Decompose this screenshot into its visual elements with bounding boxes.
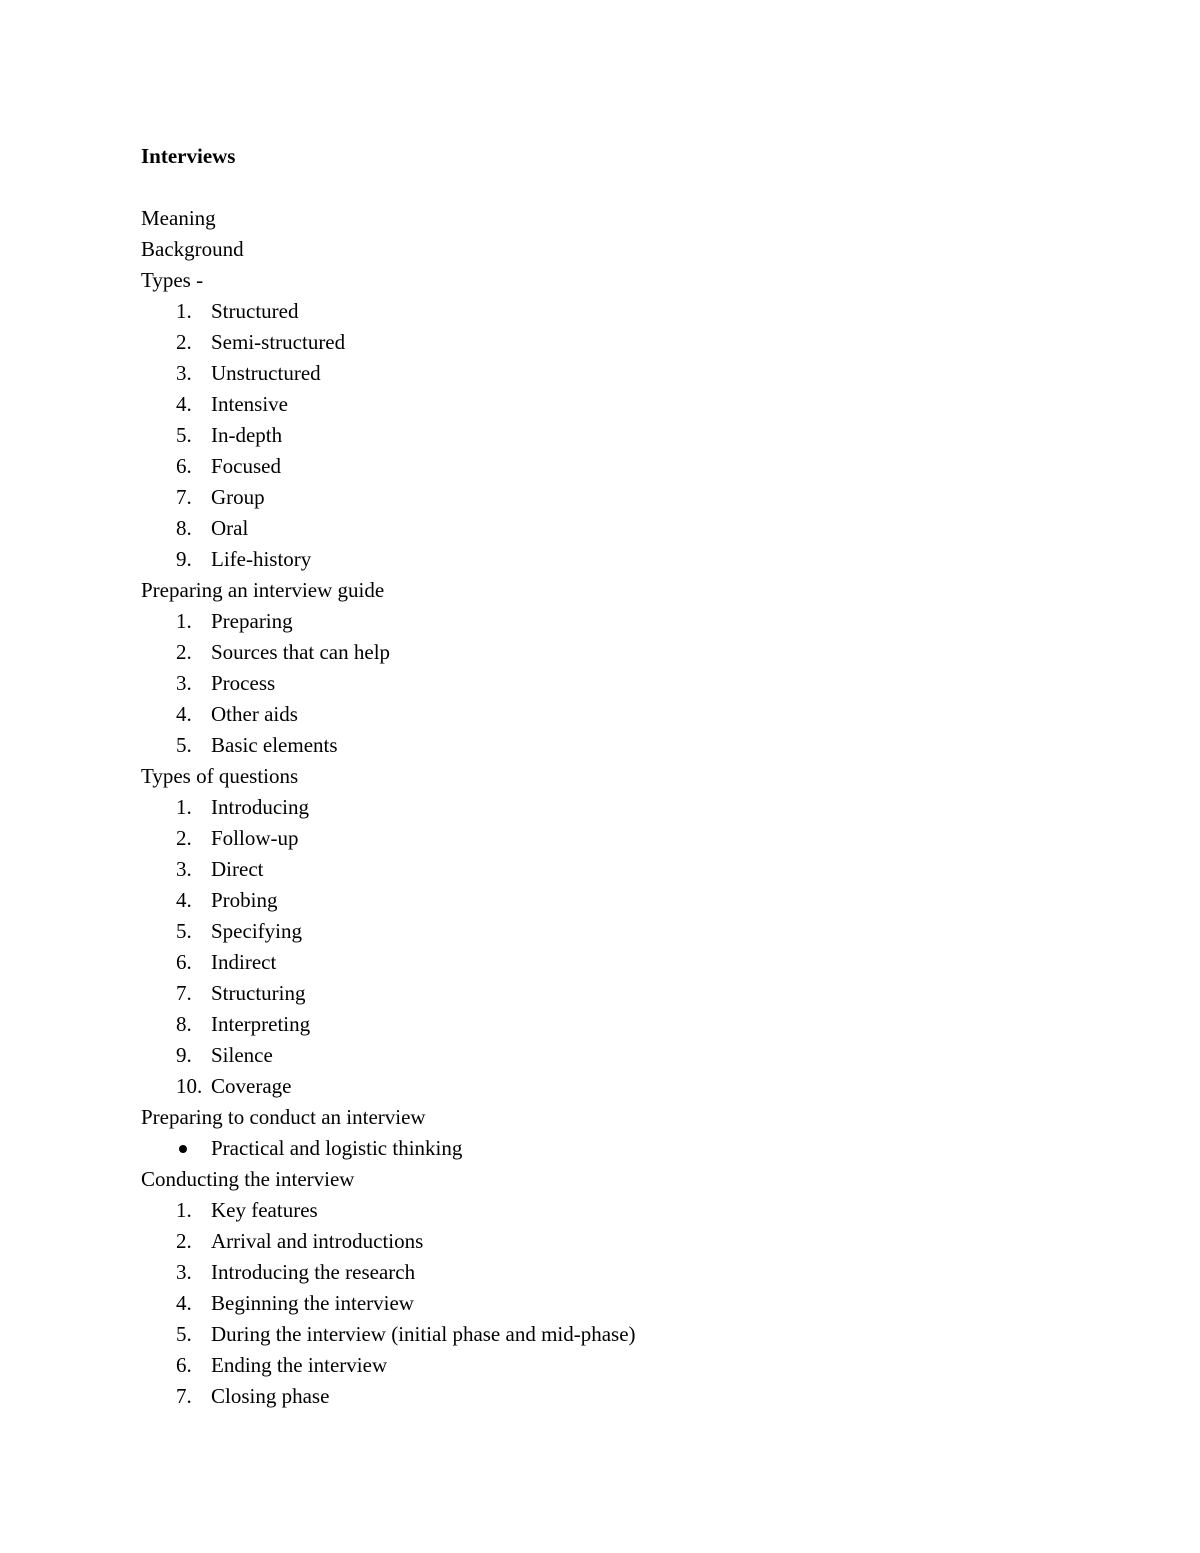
list-number: 8. [176, 1012, 192, 1036]
list-item [141, 699, 1061, 730]
list-number: 4. [176, 1291, 192, 1315]
list-item [141, 637, 1061, 668]
list-number: 5. [176, 1322, 192, 1346]
document-content [141, 141, 1061, 1412]
list-number: 1. [176, 795, 192, 819]
list-item-text: Practical and logistic thinking [211, 1136, 463, 1160]
list-item [141, 730, 1061, 761]
list-number: 3. [176, 857, 192, 881]
list-number: 4. [176, 392, 192, 416]
list-item-text: Probing [211, 888, 278, 912]
list-item [141, 1195, 1061, 1226]
list-item-text: Group [211, 485, 265, 509]
list-item-text: Specifying [211, 919, 302, 943]
list-item [141, 1319, 1061, 1350]
list-item [141, 1226, 1061, 1257]
section-heading: Preparing an interview guide [141, 578, 385, 602]
list-item-text: Arrival and introductions [211, 1229, 424, 1253]
list-item [141, 1133, 1061, 1164]
list-number: 3. [176, 671, 192, 695]
list-number: 1. [176, 609, 192, 633]
list-item-text: Intensive [211, 392, 288, 416]
list-item [141, 451, 1061, 482]
bullet-icon [179, 1145, 187, 1153]
list-item-text: In-depth [211, 423, 283, 447]
list-item-text: Beginning the interview [211, 1291, 414, 1315]
list-item-text: Life-history [211, 547, 312, 571]
list-item [141, 1350, 1061, 1381]
section-heading: Conducting the interview [141, 1167, 355, 1191]
list-item [141, 1381, 1061, 1412]
list-number: 5. [176, 733, 192, 757]
list-item [141, 823, 1061, 854]
list-item-text: Structured [211, 299, 299, 323]
list-number: 4. [176, 888, 192, 912]
list-number: 2. [176, 640, 192, 664]
list-item [141, 668, 1061, 699]
list-number: 6. [176, 1353, 192, 1377]
list-item-text: Focused [211, 454, 281, 478]
list-item-text: Ending the interview [211, 1353, 388, 1377]
section-heading: Types - [141, 268, 204, 292]
list-item-text: Follow-up [211, 826, 299, 850]
list-number: 1. [176, 1198, 192, 1222]
list-number: 2. [176, 330, 192, 354]
section-heading: Preparing to conduct an interview [141, 1105, 426, 1129]
section [141, 761, 1061, 1102]
list-number: 3. [176, 361, 192, 385]
list-item-text: Preparing [211, 609, 293, 633]
spacer [141, 172, 1061, 203]
list-number: 5. [176, 423, 192, 447]
list-item-text: Introducing [211, 795, 309, 819]
list-item [141, 606, 1061, 637]
list-item-text: Other aids [211, 702, 298, 726]
section [141, 1164, 1061, 1412]
list-item [141, 296, 1061, 327]
list-item [141, 1040, 1061, 1071]
list-number: 5. [176, 919, 192, 943]
list-number: 7. [176, 981, 192, 1005]
list-item-text: Oral [211, 516, 249, 540]
list-item [141, 389, 1061, 420]
list-item [141, 885, 1061, 916]
list-number: 10. [176, 1074, 203, 1098]
list-item-text: Introducing the research [211, 1260, 416, 1284]
list-item-text: Interpreting [211, 1012, 311, 1036]
list-number: 3. [176, 1260, 192, 1284]
list-item-text: Sources that can help [211, 640, 391, 664]
list-item-text: Process [211, 671, 276, 695]
list-item [141, 792, 1061, 823]
list-item-text: Unstructured [211, 361, 321, 385]
section [141, 1102, 1061, 1164]
list-item [141, 916, 1061, 947]
list-item [141, 513, 1061, 544]
list-item [141, 358, 1061, 389]
list-item [141, 854, 1061, 885]
list-number: 9. [176, 1043, 192, 1067]
list-item-text: Structuring [211, 981, 306, 1005]
list-item-text: Semi-structured [211, 330, 346, 354]
list-item [141, 420, 1061, 451]
list-item-text: Key features [211, 1198, 318, 1222]
list-item-text: During the interview (initial phase and mid-phase) [211, 1322, 636, 1346]
list-item [141, 1071, 1061, 1102]
intro-lines [141, 203, 1061, 265]
outline-sections [141, 265, 1061, 1412]
list-item-text: Coverage [211, 1074, 292, 1098]
list-item [141, 1257, 1061, 1288]
list-number: 7. [176, 1384, 192, 1408]
intro-line-background: Background [141, 237, 244, 261]
list-number: 7. [176, 485, 192, 509]
list-item-text: Indirect [211, 950, 277, 974]
list-number: 6. [176, 454, 192, 478]
list-item [141, 1288, 1061, 1319]
list-item-text: Direct [211, 857, 264, 881]
list-item [141, 544, 1061, 575]
list-number: 4. [176, 702, 192, 726]
list-number: 9. [176, 547, 192, 571]
section [141, 575, 1061, 761]
list-number: 6. [176, 950, 192, 974]
list-number: 1. [176, 299, 192, 323]
list-item-text: Closing phase [211, 1384, 330, 1408]
document-title: Interviews [141, 144, 236, 168]
list-number: 2. [176, 826, 192, 850]
list-item [141, 947, 1061, 978]
list-item [141, 327, 1061, 358]
section-heading: Types of questions [141, 764, 299, 788]
list-item-text: Basic elements [211, 733, 338, 757]
list-item [141, 1009, 1061, 1040]
list-item [141, 482, 1061, 513]
intro-line-meaning: Meaning [141, 206, 216, 230]
list-item-text: Silence [211, 1043, 273, 1067]
list-item [141, 978, 1061, 1009]
list-number: 2. [176, 1229, 192, 1253]
section [141, 265, 1061, 575]
list-number: 8. [176, 516, 192, 540]
